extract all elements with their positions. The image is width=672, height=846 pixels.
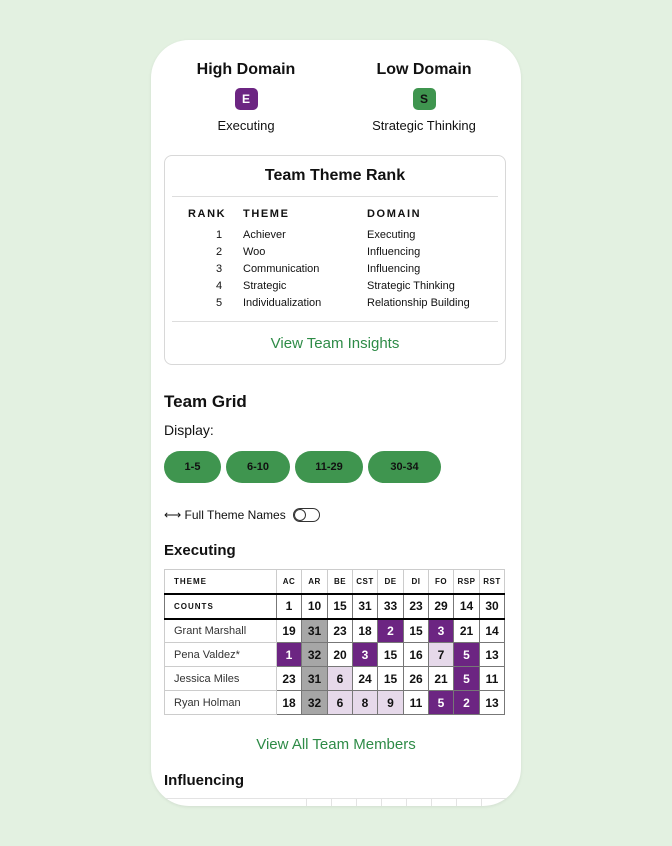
rank-cell: 6 — [328, 667, 353, 691]
executing-domain-badge: E — [235, 88, 258, 110]
rank-cell: 15 — [378, 667, 404, 691]
rank-cell: 32 — [302, 691, 328, 715]
high-domain-heading: High Domain — [196, 61, 296, 78]
rank-cell: 2 — [454, 691, 480, 715]
rank-number: 3 — [216, 263, 223, 275]
rank-domain: Influencing — [367, 263, 421, 275]
executing-grid — [164, 569, 505, 715]
rank-theme: Achiever — [243, 229, 286, 241]
member-name[interactable]: Pena Valdez* — [165, 643, 277, 667]
rank-domain: Influencing — [367, 246, 421, 258]
column-header: CST — [353, 570, 378, 594]
theme-header: THEME — [165, 570, 277, 594]
rank-number: 1 — [216, 229, 223, 241]
column-header: FO — [429, 570, 454, 594]
rank-cell: 11 — [404, 691, 429, 715]
rank-cell: 3 — [429, 619, 454, 643]
rank-cell: 1 — [277, 643, 302, 667]
rank-cell: 9 — [378, 691, 404, 715]
low-domain-heading: Low Domain — [376, 61, 472, 78]
domain-column-header: DOMAIN — [367, 208, 422, 220]
view-all-team-members-link[interactable]: View All Team Members — [256, 736, 416, 753]
counts-row — [165, 594, 505, 619]
rank-domain: Relationship Building — [367, 297, 470, 309]
rank-domain: Executing — [367, 229, 416, 241]
rank-cell: 11 — [480, 667, 505, 691]
count-cell: 29 — [429, 594, 454, 619]
column-header: AR — [302, 570, 328, 594]
rank-row — [165, 261, 505, 278]
full-theme-names-text: Full Theme Names — [184, 508, 286, 522]
influencing-grid-preview — [164, 798, 509, 806]
rank-number: 4 — [216, 280, 223, 292]
member-row — [165, 643, 505, 667]
rank-cell: 5 — [454, 667, 480, 691]
team-theme-rank-card — [164, 155, 506, 365]
rank-cell: 13 — [480, 643, 505, 667]
count-cell: 31 — [353, 594, 378, 619]
full-theme-names-label — [164, 507, 286, 523]
rank-cell: 21 — [454, 619, 480, 643]
influencing-section-title: Influencing — [164, 772, 244, 789]
member-name[interactable]: Jessica Miles — [165, 667, 277, 691]
member-row — [165, 619, 505, 643]
column-header: DE — [378, 570, 404, 594]
rank-cell: 5 — [454, 643, 480, 667]
rank-theme: Individualization — [243, 297, 322, 309]
rank-theme: Communication — [243, 263, 320, 275]
rank-cell: 13 — [480, 691, 505, 715]
counts-label: COUNTS — [165, 594, 277, 619]
rank-cell: 19 — [277, 619, 302, 643]
divider — [172, 196, 498, 197]
rank-cell: 15 — [378, 643, 404, 667]
rank-number: 2 — [216, 246, 223, 258]
view-team-insights-link[interactable]: View Team Insights — [270, 335, 400, 352]
rank-cell: 2 — [378, 619, 404, 643]
column-header: AC — [277, 570, 302, 594]
count-cell: 33 — [378, 594, 404, 619]
column-header: RST — [480, 570, 505, 594]
count-cell: 1 — [277, 594, 302, 619]
rank-theme: Strategic — [243, 280, 287, 292]
team-grid-title: Team Grid — [164, 392, 247, 411]
strategic-domain-badge: S — [413, 88, 436, 110]
theme-column-header: THEME — [243, 208, 290, 220]
display-label: Display: — [164, 422, 214, 438]
column-header: DI — [404, 570, 429, 594]
member-row — [165, 667, 505, 691]
low-domain — [329, 61, 519, 134]
rank-cell: 18 — [277, 691, 302, 715]
rank-cell: 6 — [328, 691, 353, 715]
executing-section-title: Executing — [164, 542, 236, 559]
rank-cell: 7 — [429, 643, 454, 667]
phone-screen — [151, 40, 521, 806]
team-theme-rank-title: Team Theme Rank — [264, 167, 406, 184]
low-domain-name: Strategic Thinking — [372, 118, 476, 133]
rank-cell: 31 — [302, 667, 328, 691]
filter-6-10-button[interactable]: 6-10 — [226, 451, 290, 483]
rank-cell: 21 — [429, 667, 454, 691]
rank-cell: 32 — [302, 643, 328, 667]
divider — [172, 321, 498, 322]
filter-30-34-button[interactable]: 30-34 — [368, 451, 441, 483]
rank-cell: 5 — [429, 691, 454, 715]
column-header: BE — [328, 570, 353, 594]
count-cell: 14 — [454, 594, 480, 619]
high-domain-name: Executing — [217, 118, 275, 133]
rank-row — [165, 244, 505, 261]
swap-arrows-icon: ⟷ — [164, 508, 182, 522]
high-domain — [151, 61, 341, 134]
rank-domain: Strategic Thinking — [367, 280, 455, 292]
rank-row — [165, 227, 505, 244]
rank-cell: 20 — [328, 643, 353, 667]
member-name[interactable]: Ryan Holman — [165, 691, 277, 715]
rank-column-header: RANK — [188, 208, 227, 220]
count-cell: 30 — [480, 594, 505, 619]
rank-row — [165, 295, 505, 312]
full-theme-names-toggle[interactable] — [293, 508, 320, 522]
rank-cell: 24 — [353, 667, 378, 691]
filter-11-29-button[interactable]: 11-29 — [295, 451, 363, 483]
rank-cell: 16 — [404, 643, 429, 667]
grid-header-row — [165, 570, 505, 594]
rank-cell: 23 — [328, 619, 353, 643]
filter-1-5-button[interactable]: 1-5 — [164, 451, 221, 483]
member-row — [165, 691, 505, 715]
member-name[interactable]: Grant Marshall — [165, 619, 277, 643]
rank-cell: 31 — [302, 619, 328, 643]
rank-cell: 15 — [404, 619, 429, 643]
count-cell: 23 — [404, 594, 429, 619]
rank-row — [165, 278, 505, 295]
count-cell: 10 — [302, 594, 328, 619]
rank-cell: 14 — [480, 619, 505, 643]
rank-cell: 26 — [404, 667, 429, 691]
count-cell: 15 — [328, 594, 353, 619]
rank-cell: 3 — [353, 643, 378, 667]
rank-cell: 18 — [353, 619, 378, 643]
column-header: RSP — [454, 570, 480, 594]
rank-cell: 8 — [353, 691, 378, 715]
rank-cell: 23 — [277, 667, 302, 691]
rank-theme: Woo — [243, 246, 266, 258]
rank-number: 5 — [216, 297, 223, 309]
toggle-knob — [294, 509, 306, 521]
